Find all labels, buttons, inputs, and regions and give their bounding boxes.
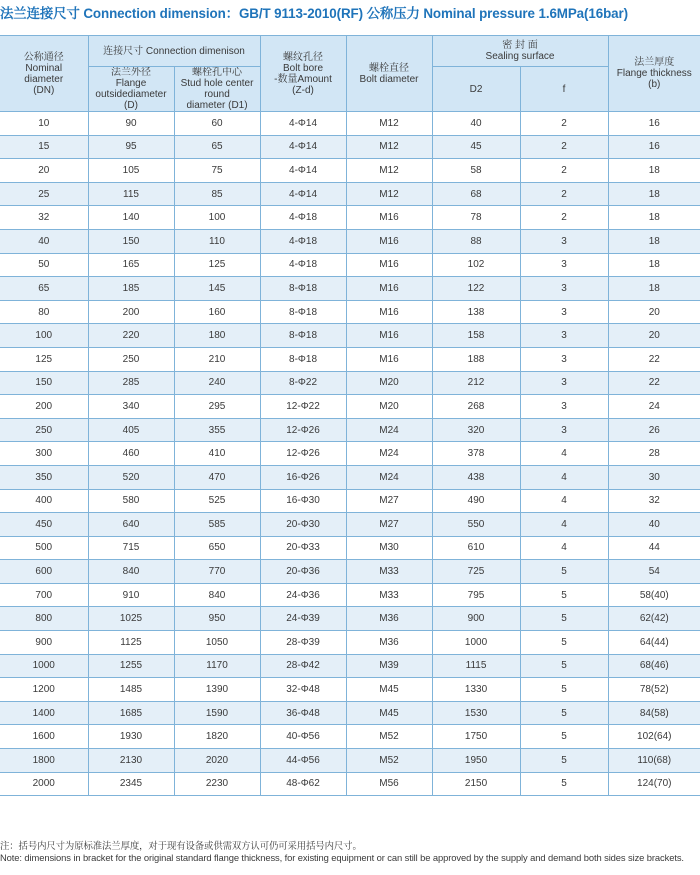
header-flange-od-en-1: Flange: [115, 78, 147, 89]
cell-flange-thickness: 22: [608, 347, 700, 371]
cell-d2: 102: [432, 253, 520, 277]
cell-bolt-diameter: M16: [346, 253, 432, 277]
table-row: [0, 159, 700, 183]
cell-bolt-bore: 36-Φ48: [260, 701, 346, 725]
cell-bolt-diameter: M24: [346, 418, 432, 442]
cell-d2: 1750: [432, 725, 520, 749]
cell-flange-od: 460: [88, 442, 174, 466]
cell-dn: 15: [0, 135, 88, 159]
table-row: [0, 513, 700, 537]
cell-f: 3: [520, 395, 608, 419]
cell-d2: 795: [432, 583, 520, 607]
cell-dn: 32: [0, 206, 88, 230]
table-row: [0, 583, 700, 607]
header-stud-hole: [174, 67, 260, 112]
cell-flange-od: 220: [88, 324, 174, 348]
cell-d2: 1000: [432, 631, 520, 655]
cell-bolt-bore: 28-Φ39: [260, 631, 346, 655]
table-row: [0, 749, 700, 773]
cell-d2: 490: [432, 489, 520, 513]
cell-flange-thickness: 84(58): [608, 701, 700, 725]
header-bolt-bore-en-2: -数量Amount: [274, 73, 332, 85]
header-sealing-group: [432, 36, 608, 67]
cell-flange-od: 1025: [88, 607, 174, 631]
header-dn-en-3: (DN): [33, 84, 55, 96]
header-dn: [0, 36, 88, 112]
cell-d2: 58: [432, 159, 520, 183]
cell-d2: 438: [432, 465, 520, 489]
cell-d2: 78: [432, 206, 520, 230]
table-row: [0, 654, 700, 678]
cell-flange-thickness: 18: [608, 206, 700, 230]
table-row: [0, 253, 700, 277]
cell-stud-hole-diameter: 585: [174, 513, 260, 537]
cell-f: 3: [520, 253, 608, 277]
cell-stud-hole-diameter: 145: [174, 277, 260, 301]
header-stud-hole-en-3: diameter (D1): [186, 100, 248, 111]
cell-d2: 550: [432, 513, 520, 537]
cell-bolt-bore: 4-Φ18: [260, 229, 346, 253]
cell-flange-thickness: 64(44): [608, 631, 700, 655]
cell-dn: 100: [0, 324, 88, 348]
cell-stud-hole-diameter: 410: [174, 442, 260, 466]
cell-f: 3: [520, 324, 608, 348]
cell-flange-thickness: 18: [608, 229, 700, 253]
cell-flange-thickness: 110(68): [608, 749, 700, 773]
cell-dn: 400: [0, 489, 88, 513]
cell-bolt-bore: 20-Φ36: [260, 560, 346, 584]
cell-dn: 10: [0, 112, 88, 136]
table-row: [0, 300, 700, 324]
cell-flange-thickness: 22: [608, 371, 700, 395]
header-dn-en-2: diameter: [24, 73, 64, 85]
cell-bolt-diameter: M24: [346, 465, 432, 489]
cell-d2: 188: [432, 347, 520, 371]
cell-f: 3: [520, 300, 608, 324]
header-f: f: [520, 67, 608, 112]
cell-flange-od: 715: [88, 536, 174, 560]
cell-f: 3: [520, 418, 608, 442]
cell-stud-hole-diameter: 355: [174, 418, 260, 442]
cell-f: 5: [520, 749, 608, 773]
cell-dn: 200: [0, 395, 88, 419]
cell-bolt-diameter: M12: [346, 112, 432, 136]
cell-bolt-bore: 12-Φ26: [260, 418, 346, 442]
cell-d2: 1530: [432, 701, 520, 725]
cell-f: 5: [520, 631, 608, 655]
table-row: [0, 395, 700, 419]
table-row: [0, 229, 700, 253]
cell-d2: 900: [432, 607, 520, 631]
cell-dn: 150: [0, 371, 88, 395]
cell-f: 4: [520, 513, 608, 537]
note-chinese: 注：括号内尺寸为原标准法兰厚度，对于现有设备或供需双方认可仍可采用括号内尺寸。: [0, 840, 362, 851]
cell-bolt-bore: 8-Φ18: [260, 324, 346, 348]
cell-flange-od: 90: [88, 112, 174, 136]
cell-flange-od: 95: [88, 135, 174, 159]
cell-stud-hole-diameter: 770: [174, 560, 260, 584]
cell-bolt-diameter: M45: [346, 701, 432, 725]
cell-bolt-diameter: M16: [346, 347, 432, 371]
cell-bolt-diameter: M39: [346, 654, 432, 678]
cell-flange-thickness: 18: [608, 277, 700, 301]
cell-d2: 610: [432, 536, 520, 560]
cell-flange-od: 405: [88, 418, 174, 442]
header-bolt-bore: [260, 36, 346, 112]
cell-flange-thickness: 24: [608, 395, 700, 419]
cell-dn: 1000: [0, 654, 88, 678]
header-flange-thickness: [608, 36, 700, 112]
cell-bolt-diameter: M20: [346, 371, 432, 395]
cell-d2: 88: [432, 229, 520, 253]
cell-stud-hole-diameter: 1590: [174, 701, 260, 725]
cell-f: 5: [520, 654, 608, 678]
header-thickness-cn: 法兰厚度: [634, 57, 675, 68]
cell-bolt-bore: 8-Φ18: [260, 347, 346, 371]
cell-flange-od: 2345: [88, 772, 174, 796]
cell-flange-od: 2130: [88, 749, 174, 773]
connection-dimension-table: [0, 35, 700, 796]
cell-stud-hole-diameter: 1050: [174, 631, 260, 655]
cell-flange-od: 580: [88, 489, 174, 513]
header-dn-cn: 公称通径: [23, 51, 64, 63]
table-row: [0, 324, 700, 348]
cell-flange-thickness: 26: [608, 418, 700, 442]
cell-dn: 350: [0, 465, 88, 489]
cell-stud-hole-diameter: 160: [174, 300, 260, 324]
header-dn-en-1: Nominal: [25, 62, 63, 74]
cell-bolt-bore: 8-Φ22: [260, 371, 346, 395]
header-connection-group: 连接尺寸 Connection dimenison: [88, 36, 260, 67]
cell-f: 2: [520, 206, 608, 230]
cell-flange-od: 1930: [88, 725, 174, 749]
cell-d2: 1950: [432, 749, 520, 773]
header-flange-od-cn: 法兰外径: [111, 67, 151, 78]
cell-bolt-diameter: M16: [346, 277, 432, 301]
table-row: [0, 442, 700, 466]
table-row: [0, 560, 700, 584]
cell-bolt-bore: 16-Φ26: [260, 465, 346, 489]
cell-flange-od: 185: [88, 277, 174, 301]
header-stud-hole-en-1: Stud hole center: [180, 78, 254, 89]
cell-flange-thickness: 30: [608, 465, 700, 489]
cell-d2: 40: [432, 112, 520, 136]
cell-d2: 138: [432, 300, 520, 324]
cell-bolt-bore: 16-Φ30: [260, 489, 346, 513]
cell-flange-thickness: 16: [608, 135, 700, 159]
cell-stud-hole-diameter: 1170: [174, 654, 260, 678]
cell-f: 2: [520, 182, 608, 206]
cell-dn: 600: [0, 560, 88, 584]
cell-dn: 900: [0, 631, 88, 655]
cell-flange-thickness: 18: [608, 182, 700, 206]
table-row: [0, 607, 700, 631]
cell-bolt-diameter: M12: [346, 135, 432, 159]
header-bolt-bore-cn: 螺纹孔径: [283, 51, 324, 63]
cell-bolt-bore: 24-Φ39: [260, 607, 346, 631]
cell-bolt-bore: 48-Φ62: [260, 772, 346, 796]
cell-f: 4: [520, 536, 608, 560]
cell-bolt-bore: 4-Φ18: [260, 206, 346, 230]
cell-stud-hole-diameter: 210: [174, 347, 260, 371]
cell-bolt-diameter: M12: [346, 159, 432, 183]
header-stud-hole-en-2: round: [204, 89, 230, 100]
cell-bolt-bore: 32-Φ48: [260, 678, 346, 702]
cell-bolt-diameter: M16: [346, 300, 432, 324]
cell-f: 5: [520, 607, 608, 631]
cell-stud-hole-diameter: 950: [174, 607, 260, 631]
table-row: [0, 678, 700, 702]
cell-bolt-diameter: M56: [346, 772, 432, 796]
cell-flange-od: 340: [88, 395, 174, 419]
cell-bolt-diameter: M24: [346, 442, 432, 466]
cell-stud-hole-diameter: 2230: [174, 772, 260, 796]
cell-f: 5: [520, 725, 608, 749]
cell-bolt-diameter: M16: [346, 324, 432, 348]
cell-d2: 320: [432, 418, 520, 442]
cell-bolt-diameter: M52: [346, 749, 432, 773]
cell-flange-thickness: 32: [608, 489, 700, 513]
cell-stud-hole-diameter: 65: [174, 135, 260, 159]
cell-f: 2: [520, 112, 608, 136]
cell-dn: 450: [0, 513, 88, 537]
cell-f: 5: [520, 678, 608, 702]
cell-bolt-diameter: M36: [346, 631, 432, 655]
cell-flange-od: 250: [88, 347, 174, 371]
cell-dn: 1600: [0, 725, 88, 749]
cell-stud-hole-diameter: 110: [174, 229, 260, 253]
cell-d2: 158: [432, 324, 520, 348]
cell-bolt-bore: 8-Φ18: [260, 277, 346, 301]
cell-f: 5: [520, 701, 608, 725]
cell-flange-thickness: 28: [608, 442, 700, 466]
cell-dn: 1200: [0, 678, 88, 702]
cell-flange-od: 105: [88, 159, 174, 183]
cell-d2: 378: [432, 442, 520, 466]
cell-flange-od: 1255: [88, 654, 174, 678]
cell-stud-hole-diameter: 60: [174, 112, 260, 136]
header-flange-od-en-2: outsidediameter: [95, 89, 167, 100]
cell-f: 3: [520, 371, 608, 395]
cell-bolt-bore: 4-Φ14: [260, 112, 346, 136]
cell-bolt-diameter: M52: [346, 725, 432, 749]
cell-f: 2: [520, 159, 608, 183]
header-sealing-en: Sealing surface: [485, 51, 555, 62]
table-row: [0, 182, 700, 206]
cell-stud-hole-diameter: 295: [174, 395, 260, 419]
cell-flange-thickness: 18: [608, 253, 700, 277]
cell-bolt-bore: 4-Φ14: [260, 135, 346, 159]
cell-f: 3: [520, 277, 608, 301]
header-bolt-diameter-en: Bolt diameter: [359, 73, 419, 85]
cell-f: 5: [520, 560, 608, 584]
cell-dn: 80: [0, 300, 88, 324]
cell-d2: 45: [432, 135, 520, 159]
cell-flange-od: 165: [88, 253, 174, 277]
cell-flange-thickness: 20: [608, 324, 700, 348]
table-row: [0, 536, 700, 560]
cell-stud-hole-diameter: 100: [174, 206, 260, 230]
cell-bolt-diameter: M36: [346, 607, 432, 631]
cell-flange-thickness: 68(46): [608, 654, 700, 678]
cell-bolt-bore: 44-Φ56: [260, 749, 346, 773]
header-d2: D2: [432, 67, 520, 112]
cell-dn: 300: [0, 442, 88, 466]
cell-bolt-diameter: M27: [346, 513, 432, 537]
cell-bolt-bore: 4-Φ18: [260, 253, 346, 277]
cell-flange-od: 910: [88, 583, 174, 607]
cell-dn: 800: [0, 607, 88, 631]
header-thickness-en-2: (b): [648, 79, 661, 90]
cell-stud-hole-diameter: 180: [174, 324, 260, 348]
header-flange-od: [88, 67, 174, 112]
cell-bolt-diameter: M20: [346, 395, 432, 419]
cell-dn: 250: [0, 418, 88, 442]
cell-bolt-bore: 12-Φ22: [260, 395, 346, 419]
cell-flange-od: 1125: [88, 631, 174, 655]
header-bolt-diameter: [346, 36, 432, 112]
cell-d2: 1115: [432, 654, 520, 678]
table-body: [0, 112, 700, 796]
header-sealing-cn: 密 封 面: [502, 40, 538, 51]
header-bolt-bore-en-3: (Z-d): [292, 84, 314, 96]
header-bolt-bore-en-1: Bolt bore: [283, 62, 324, 74]
cell-dn: 125: [0, 347, 88, 371]
cell-bolt-diameter: M16: [346, 229, 432, 253]
table-row: [0, 465, 700, 489]
cell-flange-thickness: 58(40): [608, 583, 700, 607]
cell-f: 5: [520, 583, 608, 607]
table-row: [0, 277, 700, 301]
cell-bolt-bore: 28-Φ42: [260, 654, 346, 678]
cell-stud-hole-diameter: 2020: [174, 749, 260, 773]
cell-stud-hole-diameter: 1390: [174, 678, 260, 702]
cell-dn: 50: [0, 253, 88, 277]
cell-d2: 212: [432, 371, 520, 395]
cell-bolt-bore: 8-Φ18: [260, 300, 346, 324]
table-row: [0, 772, 700, 796]
cell-bolt-bore: 12-Φ26: [260, 442, 346, 466]
cell-bolt-diameter: M27: [346, 489, 432, 513]
cell-flange-od: 285: [88, 371, 174, 395]
header-bolt-diameter-cn: 螺栓直径: [369, 62, 410, 74]
cell-flange-od: 520: [88, 465, 174, 489]
table-row: [0, 489, 700, 513]
cell-bolt-bore: 4-Φ14: [260, 182, 346, 206]
note-english: Note: dimensions in bracket for the original standard flange thickness, for existing equipment or can still be approved by the supply and demand both sides size brackets.: [0, 852, 684, 863]
cell-flange-od: 150: [88, 229, 174, 253]
cell-f: 4: [520, 442, 608, 466]
cell-d2: 1330: [432, 678, 520, 702]
cell-flange-od: 640: [88, 513, 174, 537]
cell-f: 4: [520, 489, 608, 513]
cell-stud-hole-diameter: 75: [174, 159, 260, 183]
cell-bolt-diameter: M45: [346, 678, 432, 702]
cell-dn: 1800: [0, 749, 88, 773]
cell-flange-thickness: 16: [608, 112, 700, 136]
cell-bolt-bore: 24-Φ36: [260, 583, 346, 607]
cell-flange-od: 200: [88, 300, 174, 324]
cell-d2: 268: [432, 395, 520, 419]
cell-bolt-diameter: M16: [346, 206, 432, 230]
table-row: [0, 631, 700, 655]
cell-bolt-bore: 40-Φ56: [260, 725, 346, 749]
cell-flange-thickness: 62(42): [608, 607, 700, 631]
cell-flange-od: 1485: [88, 678, 174, 702]
header-flange-od-en-3: (D): [124, 100, 138, 111]
cell-dn: 40: [0, 229, 88, 253]
cell-stud-hole-diameter: 470: [174, 465, 260, 489]
cell-flange-od: 140: [88, 206, 174, 230]
table-row: [0, 701, 700, 725]
cell-flange-thickness: 54: [608, 560, 700, 584]
cell-f: 3: [520, 229, 608, 253]
cell-dn: 65: [0, 277, 88, 301]
cell-dn: 20: [0, 159, 88, 183]
header-stud-hole-cn: 螺栓孔中心: [192, 67, 242, 78]
cell-flange-thickness: 102(64): [608, 725, 700, 749]
page-title: 法兰连接尺寸 Connection dimension：GB/T 9113-2010(RF) 公称压力 Nominal pressure 1.6MPa(16bar): [0, 6, 628, 21]
cell-dn: 500: [0, 536, 88, 560]
cell-bolt-diameter: M30: [346, 536, 432, 560]
cell-flange-thickness: 40: [608, 513, 700, 537]
cell-dn: 700: [0, 583, 88, 607]
cell-stud-hole-diameter: 650: [174, 536, 260, 560]
table-row: [0, 347, 700, 371]
cell-stud-hole-diameter: 840: [174, 583, 260, 607]
cell-stud-hole-diameter: 85: [174, 182, 260, 206]
cell-bolt-diameter: M33: [346, 583, 432, 607]
cell-flange-thickness: 20: [608, 300, 700, 324]
table-row: [0, 112, 700, 136]
table-row: [0, 135, 700, 159]
cell-f: 3: [520, 347, 608, 371]
cell-bolt-bore: 20-Φ30: [260, 513, 346, 537]
cell-flange-thickness: 124(70): [608, 772, 700, 796]
cell-flange-od: 115: [88, 182, 174, 206]
cell-stud-hole-diameter: 525: [174, 489, 260, 513]
cell-stud-hole-diameter: 1820: [174, 725, 260, 749]
table-row: [0, 206, 700, 230]
cell-bolt-bore: 20-Φ33: [260, 536, 346, 560]
cell-f: 2: [520, 135, 608, 159]
cell-dn: 2000: [0, 772, 88, 796]
cell-flange-od: 840: [88, 560, 174, 584]
cell-d2: 2150: [432, 772, 520, 796]
cell-d2: 122: [432, 277, 520, 301]
cell-flange-thickness: 78(52): [608, 678, 700, 702]
table-row: [0, 725, 700, 749]
cell-bolt-diameter: M12: [346, 182, 432, 206]
header-thickness-en-1: Flange thickness: [616, 68, 692, 79]
table-row: [0, 418, 700, 442]
cell-bolt-diameter: M33: [346, 560, 432, 584]
cell-stud-hole-diameter: 125: [174, 253, 260, 277]
cell-dn: 25: [0, 182, 88, 206]
cell-stud-hole-diameter: 240: [174, 371, 260, 395]
cell-d2: 68: [432, 182, 520, 206]
cell-f: 5: [520, 772, 608, 796]
table-row: [0, 371, 700, 395]
cell-dn: 1400: [0, 701, 88, 725]
cell-flange-od: 1685: [88, 701, 174, 725]
cell-f: 4: [520, 465, 608, 489]
cell-flange-thickness: 18: [608, 159, 700, 183]
cell-d2: 725: [432, 560, 520, 584]
cell-flange-thickness: 44: [608, 536, 700, 560]
cell-bolt-bore: 4-Φ14: [260, 159, 346, 183]
